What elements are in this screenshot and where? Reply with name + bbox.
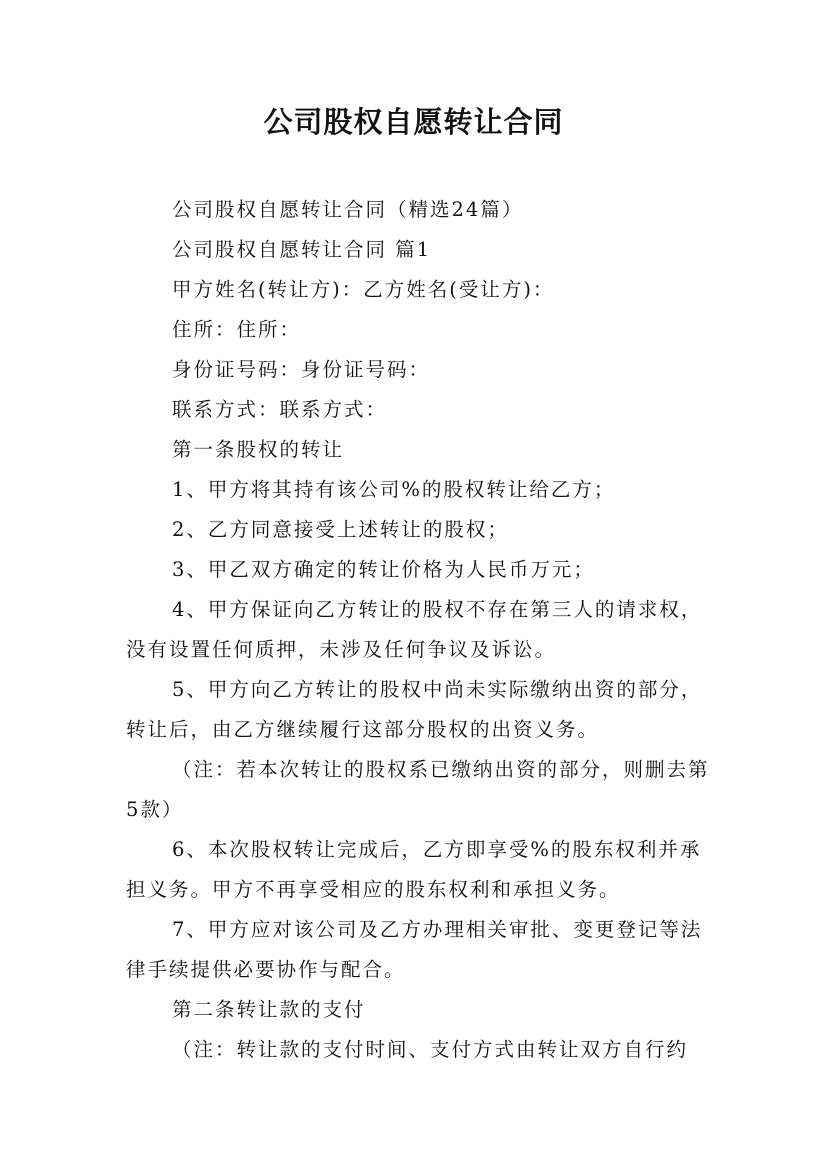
page-title: 公司股权自愿转让合同	[263, 105, 564, 139]
paragraph-clause-4: 4、甲方保证向乙方转让的股权不存在第三人的请求权，没有设置任何质押，未涉及任何争议及诉讼。	[126, 598, 703, 661]
paragraph-address: 住所：住所：	[172, 318, 302, 341]
paragraph-contact: 联系方式：联系方式：	[172, 398, 388, 421]
paragraph-clause-6: 6、本次股权转让完成后，乙方即享受%的股东权利并承担义务。甲方不再享受相应的股东权利和承担义务。	[126, 838, 702, 901]
document-body	[126, 190, 716, 1070]
paragraph-clause-7: 7、甲方应对该公司及乙方办理相关审批、变更登记等法律手续提供必要协作与配合。	[126, 918, 703, 981]
paragraph-article-1: 第一条股权的转让	[172, 438, 345, 461]
paragraph-section-title: 公司股权自愿转让合同 篇1	[172, 238, 432, 261]
paragraph-clause-3: 3、甲乙双方确定的转让价格为人民币万元；	[172, 558, 595, 581]
paragraph-subtitle: 公司股权自愿转让合同（精选24篇）	[172, 198, 524, 221]
paragraph-clause-1: 1、甲方将其持有该公司%的股权转让给乙方；	[172, 478, 616, 501]
paragraph-clause-2: 2、乙方同意接受上述转让的股权；	[172, 518, 509, 541]
paragraph-party-names: 甲方姓名(转让方)：乙方姓名(受让方)：	[172, 278, 555, 301]
paragraph-note-2: （注：转让款的支付时间、支付方式由转让双方自行约	[172, 1038, 689, 1061]
paragraph-clause-5: 5、甲方向乙方转让的股权中尚未实际缴纳出资的部分，转让后，由乙方继续履行这部分股权的出资义务。	[126, 678, 703, 741]
paragraph-note-1: （注：若本次转让的股权系已缴纳出资的部分，则删去第5款）	[126, 758, 710, 821]
paragraph-article-2: 第二条转让款的支付	[172, 998, 366, 1021]
paragraph-id-number: 身份证号码：身份证号码：	[172, 358, 431, 381]
